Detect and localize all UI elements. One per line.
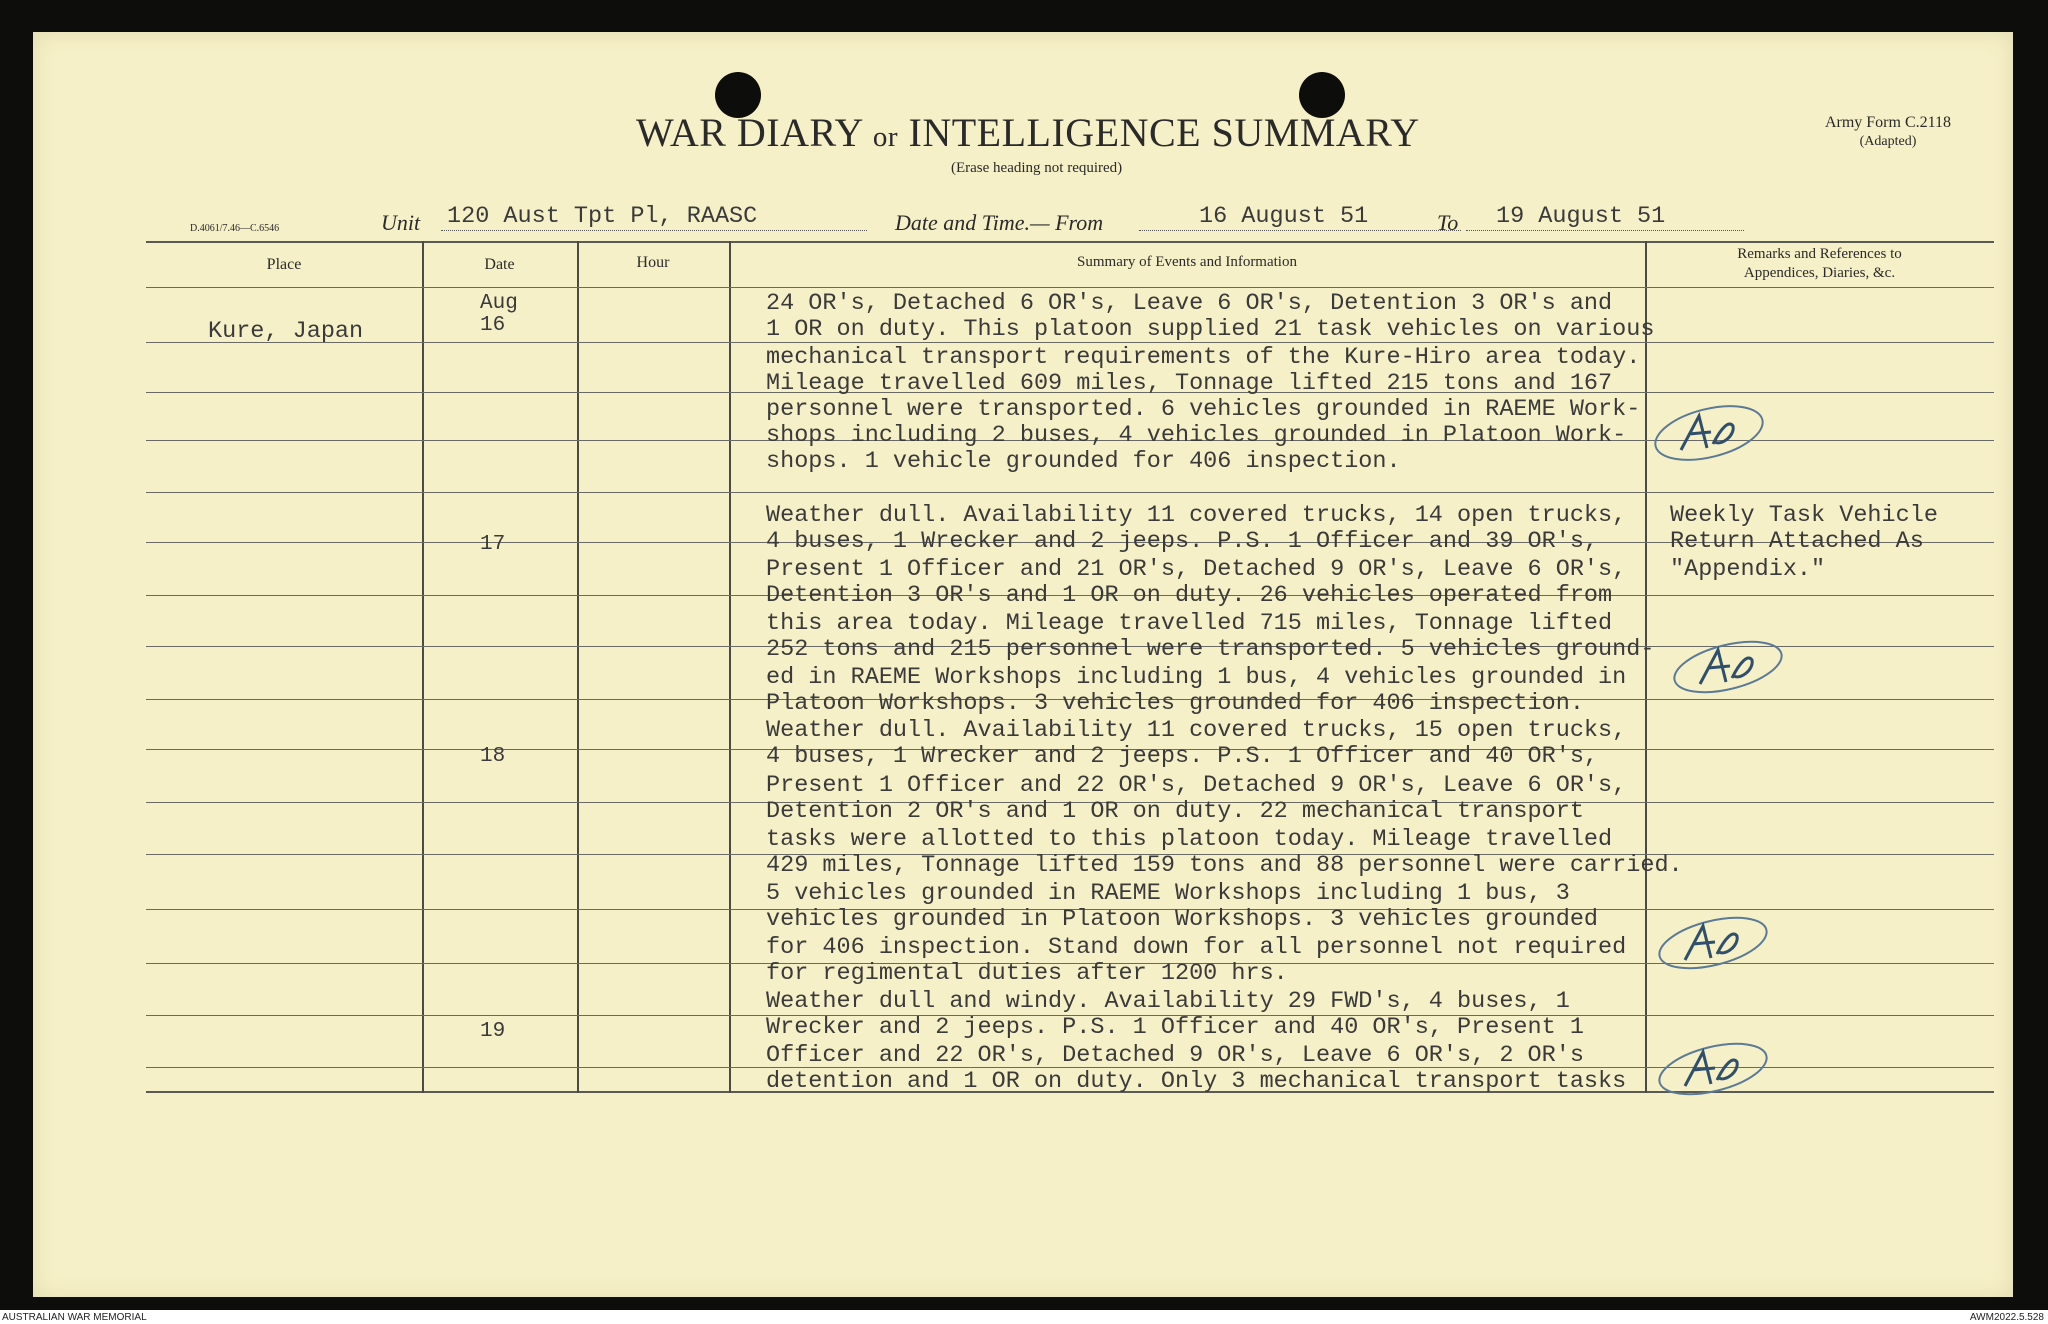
date-18: 18 (480, 745, 506, 768)
title-war-diary: WAR DIARY (636, 110, 863, 155)
remarks-line-1: Weekly Task Vehicle (1670, 502, 1938, 529)
from-underline (1139, 230, 1461, 231)
war-diary-sheet (33, 32, 2013, 1297)
date-from-label: Date and Time.— From (895, 210, 1104, 235)
subtitle: (Erase heading not required) (951, 160, 1123, 176)
column-header-remarks-1: Remarks and References to (1737, 246, 1902, 262)
column-header-summary: Summary of Events and Information (1077, 254, 1297, 270)
summary-line: this area today. Mileage travelled 715 miles, Tonnage lifted (766, 610, 1613, 637)
summary-line: 24 OR's, Detached 6 OR's, Leave 6 OR's, Detention 3 OR's and (766, 290, 1613, 317)
col-divider-place (422, 241, 424, 1093)
column-header-remarks-2: Appendices, Diaries, &c. (1743, 265, 1896, 281)
summary-line: Present 1 Officer and 21 OR's, Detached 9 OR's, Leave 6 OR's, (766, 556, 1627, 583)
column-header-place: Place (266, 256, 302, 273)
summary-line: for 406 inspection. Stand down for all personnel not required (766, 934, 1627, 961)
summary-line: Detention 2 OR's and 1 OR on duty. 22 mechanical transport (766, 798, 1584, 825)
initials-signature-2 (1670, 632, 1786, 702)
summary-line: detention and 1 OR on duty. Only 3 mechanical transport tasks (766, 1068, 1627, 1095)
form-number: Army Form C.2118 (1824, 114, 1952, 131)
date-17: 17 (480, 533, 506, 556)
print-code: D.4061/7.46—C.6546 (190, 223, 280, 234)
summary-line: 4 buses, 1 Wrecker and 2 jeeps. P.S. 1 Officer and 40 OR's, (766, 743, 1599, 770)
summary-line: shops including 2 buses, 4 vehicles grounded in Platoon Work- (766, 422, 1627, 449)
date-from-value: 16 August 51 (1199, 203, 1369, 230)
summary-line: for regimental duties after 1200 hrs. (766, 960, 1288, 987)
col-divider-summary (1645, 241, 1647, 1093)
summary-line: personnel were transported. 6 vehicles grounded in RAEME Work- (766, 396, 1641, 423)
summary-line: Detention 3 OR's and 1 OR on duty. 26 vehicles operated from (766, 582, 1613, 609)
remarks-line-3: "Appendix." (1670, 556, 1826, 583)
ruled-line (146, 492, 1994, 493)
footer-left: AUSTRALIAN WAR MEMORIAL (2, 1312, 147, 1323)
summary-line: Platoon Workshops. 3 vehicles grounded for 406 inspection. (766, 690, 1584, 717)
title-or: or (872, 121, 899, 153)
form-adapted: (Adapted) (1859, 134, 1917, 149)
place-value: Kure, Japan (208, 318, 364, 345)
summary-line: Officer and 22 OR's, Detached 9 OR's, Leave 6 OR's, 2 OR's (766, 1042, 1584, 1069)
initials-signature-4 (1655, 1034, 1771, 1104)
date-19: 19 (480, 1020, 506, 1043)
to-underline (1466, 230, 1744, 231)
column-header-date: Date (484, 256, 515, 273)
column-header-hour: Hour (636, 254, 670, 271)
summary-line: Weather dull. Availability 11 covered trucks, 14 open trucks, (766, 502, 1627, 529)
summary-line: Wrecker and 2 jeeps. P.S. 1 Officer and 40 OR's, Present 1 (766, 1014, 1584, 1041)
page-title (636, 109, 1420, 156)
date-to-value: 19 August 51 (1496, 203, 1666, 230)
initials-signature-1 (1651, 398, 1767, 468)
summary-line: 4 buses, 1 Wrecker and 2 jeeps. P.S. 1 Officer and 39 OR's, (766, 528, 1599, 555)
footer-right: AWM2022.5.528 (1969, 1312, 2044, 1323)
col-divider-hour (729, 241, 731, 1093)
summary-line: 5 vehicles grounded in RAEME Workshops including 1 bus, 3 (766, 880, 1570, 907)
date-to-label: To (1437, 210, 1459, 235)
summary-line: Weather dull. Availability 11 covered trucks, 15 open trucks, (766, 717, 1627, 744)
summary-line: Present 1 Officer and 22 OR's, Detached 9 OR's, Leave 6 OR's, (766, 772, 1627, 799)
date-16: 16 (480, 314, 506, 337)
summary-line: Weather dull and windy. Availability 29 FWD's, 4 buses, 1 (766, 988, 1570, 1015)
summary-line: 1 OR on duty. This platoon supplied 21 task vehicles on various (766, 316, 1655, 343)
remarks-line-2: Return Attached As (1670, 528, 1924, 555)
summary-line: Mileage travelled 609 miles, Tonnage lifted 215 tons and 167 (766, 370, 1613, 397)
summary-line: mechanical transport requirements of the Kure-Hiro area today. (766, 344, 1641, 371)
summary-line: shops. 1 vehicle grounded for 406 inspection. (766, 448, 1401, 475)
unit-value: 120 Aust Tpt Pl, RAASC (447, 203, 758, 230)
summary-line: tasks were allotted to this platoon today. Mileage travelled (766, 826, 1613, 853)
col-divider-date (577, 241, 579, 1093)
unit-label: Unit (381, 210, 421, 235)
date-month: Aug (480, 292, 518, 315)
summary-line: 429 miles, Tonnage lifted 159 tons and 88 personnel were carried. (766, 852, 1683, 879)
title-intelligence-summary: INTELLIGENCE SUMMARY (908, 110, 1420, 155)
initials-signature-3 (1655, 908, 1771, 978)
summary-line: ed in RAEME Workshops including 1 bus, 4 vehicles grounded in (766, 664, 1627, 691)
summary-line: 252 tons and 215 personnel were transported. 5 vehicles ground- (766, 636, 1655, 663)
unit-underline (441, 230, 867, 231)
summary-line: vehicles grounded in Platoon Workshops. 3 vehicles grounded (766, 906, 1599, 933)
ruled-line (146, 287, 1994, 288)
